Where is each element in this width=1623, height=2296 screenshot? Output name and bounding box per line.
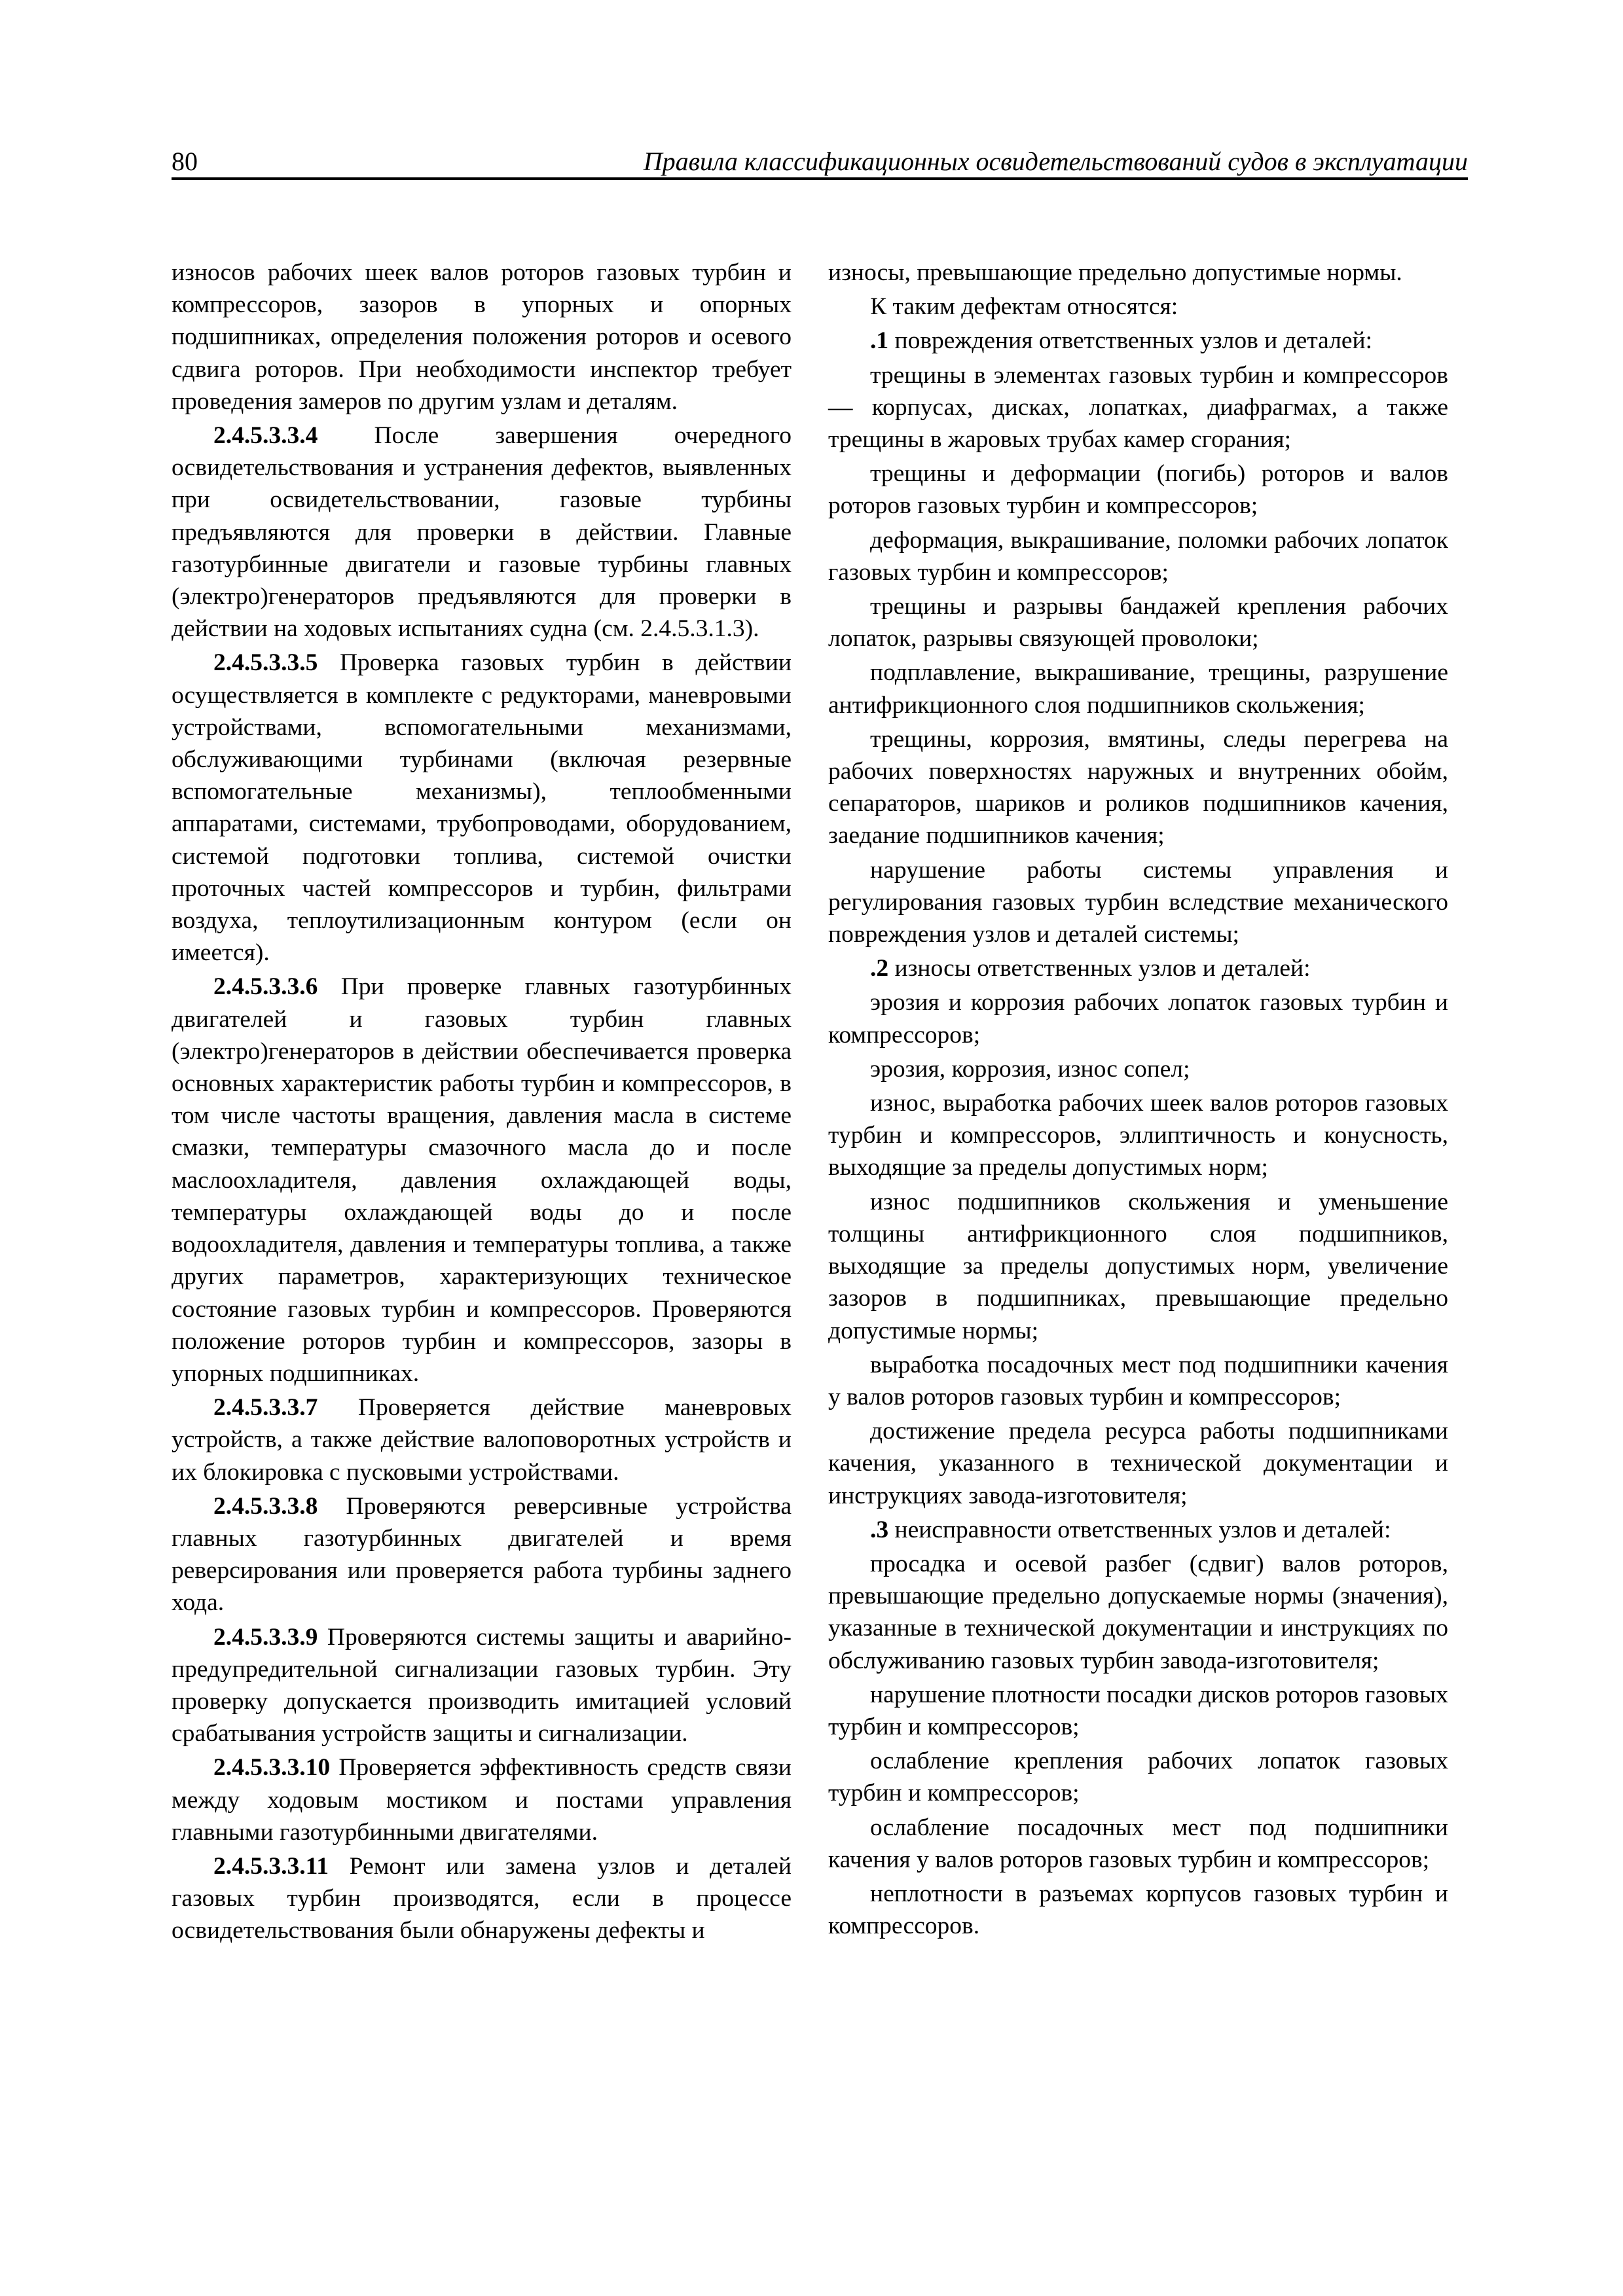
paragraph-text: нарушение плотности посадки дисков роторов газовых турбин и компрессоров; xyxy=(828,1681,1448,1740)
clause-number: 2.4.5.3.3.8 xyxy=(213,1492,318,1520)
paragraph xyxy=(172,1621,792,1750)
paragraph xyxy=(828,1053,1448,1085)
clause-number: 2.4.5.3.3.6 xyxy=(213,973,318,1001)
paragraph-text: После завершения очередного освидетельствования и устранения дефектов, выявленных при освидетельствовании, газовые турбины предъявляются для проверки в действии. Главные газотурбинные двигатели и газовые турбины главных (электро)генераторов предъявляются для проверки в действии на ходовых испытаниях судна (см. 2.4.5.3.1.3). xyxy=(172,422,792,643)
paragraph xyxy=(172,1391,792,1488)
clause-number: 2.4.5.3.3.4 xyxy=(213,422,318,450)
paragraph-text: неисправности ответственных узлов и деталей: xyxy=(888,1516,1391,1543)
paragraph xyxy=(828,1186,1448,1347)
paragraph xyxy=(828,590,1448,655)
paragraph-text: трещины и деформации (погибь) роторов и валов роторов газовых турбин и компрессоров; xyxy=(828,460,1448,520)
paragraph xyxy=(828,1349,1448,1413)
paragraph-text: трещины, коррозия, вмятины, следы перегрева на рабочих поверхностях наружных и внутренних обойм, сепараторов, шариков и роликов подшипников качения, заедание подшипников качения; xyxy=(828,725,1448,850)
page-header xyxy=(172,145,1468,179)
paragraph-text: выработка посадочных мест под подшипники качения у валов роторов газовых турбин и компрессоров; xyxy=(828,1351,1448,1410)
paragraph xyxy=(828,1679,1448,1743)
paragraph-text: ослабление крепления рабочих лопаток газовых турбин и компрессоров; xyxy=(828,1748,1448,1807)
paragraph-text: эрозия и коррозия рабочих лопаток газовых турбин и компрессоров; xyxy=(828,989,1448,1049)
paragraph-text: Проверка газовых турбин в действии осуществляется в комплекте с редукторами, маневровыми устройствами, вспомогательными механизмами, обслуживающими турбинами (включая резервные вспомогательные механизмы), теплообменными аппаратами, системами, трубопроводами, оборудованием, системой подготовки топлива, системой очистки проточных частей компрессоров и турбин, фильтрами воздуха, теплоутилизационным контуром (если он имеется). xyxy=(172,649,792,967)
paragraph-text: Проверяются системы защиты и аварийно-предупредительной сигнализации газовых турбин. Эту проверку допускается производить имитацией условий срабатывания устройств защиты и сигнализации. xyxy=(172,1623,792,1748)
paragraph xyxy=(828,524,1448,588)
paragraph-text: Проверяются реверсивные устройства главных газотурбинных двигателей и время реверсирования или проверяется работа турбины заднего хода. xyxy=(172,1492,792,1617)
paragraph xyxy=(828,723,1448,852)
paragraph xyxy=(172,257,792,418)
left-column xyxy=(172,257,792,1949)
right-column xyxy=(828,257,1448,1944)
clause-number: 2.4.5.3.3.10 xyxy=(213,1754,331,1782)
paragraph xyxy=(828,854,1448,951)
paragraph xyxy=(828,1878,1448,1942)
paragraph-text: трещины и разрывы бандажей крепления рабочих лопаток, разрывы связующей проволоки; xyxy=(828,593,1448,653)
paragraph-text: износ подшипников скольжения и уменьшение толщины антифрикционного слоя подшипников, выходящие за пределы допустимых норм, увеличение зазоров в подшипниках, превышающие предельно допустимые нормы; xyxy=(828,1188,1448,1344)
paragraph-text: Ремонт или замена узлов и деталей газовых турбин производятся, если в процессе освидетельствования были обнаружены дефекты и xyxy=(172,1852,792,1945)
paragraph xyxy=(172,420,792,645)
paragraph xyxy=(828,1087,1448,1184)
paragraph xyxy=(828,457,1448,522)
clause-number: 2.4.5.3.3.9 xyxy=(213,1623,318,1651)
paragraph-text: достижение предела ресурса работы подшипниками качения, указанного в технической документации и инструкциях завода-изготовителя; xyxy=(828,1418,1448,1509)
clause-number: .1 xyxy=(870,327,889,355)
paragraph-text: эрозия, коррозия, износ сопел; xyxy=(870,1055,1190,1083)
paragraph xyxy=(828,1514,1448,1546)
paragraph-text: неплотности в разъемах корпусов газовых турбин и компрессоров. xyxy=(828,1880,1448,1940)
paragraph xyxy=(828,291,1448,323)
running-title: Правила классификационных освидетельствований судов в эксплуатации xyxy=(643,147,1468,176)
paragraph-text: износ, выработка рабочих шеек валов роторов газовых турбин и компрессоров, эллиптичность и конусность, выходящие за пределы допустимых норм; xyxy=(828,1090,1448,1181)
paragraph xyxy=(828,1548,1448,1677)
paragraph-text: износы, превышающие предельно допустимые нормы. xyxy=(828,259,1402,286)
page-number: 80 xyxy=(172,147,198,176)
paragraph xyxy=(172,971,792,1390)
paragraph xyxy=(828,952,1448,984)
paragraph-text: Проверяется эффективность средств связи между ходовым мостиком и постами управления главными газотурбинными двигателями. xyxy=(172,1754,792,1846)
paragraph-text: При проверке главных газотурбинных двигателей и газовых турбин главных (электро)генераторов в действии обеспечивается проверка основных характеристик работы турбин и компрессоров, в том числе частоты вращения, давления масла в системе смазки, температуры смазочного масла до и после маслоохладителя, давления охлаждающей воды, температуры охлаждающей воды до и после водоохладителя, давления и температуры топлива, а также других параметров, характеризующих техническое состояние газовых турбин и компрессоров. Проверяются положение роторов турбин и компрессоров, зазоры в упорных подшипниках. xyxy=(172,973,792,1387)
paragraph xyxy=(828,1745,1448,1809)
paragraph-text: К таким дефектам относятся: xyxy=(870,293,1178,321)
header-rule xyxy=(172,177,1468,180)
paragraph-text: Проверяется действие маневровых устройств, а также действие валоповоротных устройств и их блокировка с пусковыми устройствами. xyxy=(172,1394,792,1486)
paragraph-text: повреждения ответственных узлов и деталей: xyxy=(888,327,1372,355)
paragraph-text: подплавление, выкрашивание, трещины, разрушение антифрикционного слоя подшипников скольжения; xyxy=(828,659,1448,719)
paragraph-text: ослабление посадочных мест под подшипники качения у валов роторов газовых турбин и компрессоров; xyxy=(828,1814,1448,1873)
paragraph xyxy=(828,1415,1448,1512)
paragraph xyxy=(172,1850,792,1947)
paragraph-text: износов рабочих шеек валов роторов газовых турбин и компрессоров, зазоров в упорных и опорных подшипниках, определения положения роторов и осевого сдвига роторов. При необходимости инспектор требует проведения замеров по другим узлам и деталям. xyxy=(172,259,792,415)
paragraph xyxy=(172,647,792,969)
paragraph-text: деформация, выкрашивание, поломки рабочих лопаток газовых турбин и компрессоров; xyxy=(828,526,1448,586)
paragraph xyxy=(828,656,1448,721)
clause-number: .3 xyxy=(870,1516,889,1543)
paragraph-text: просадка и осевой разбег (сдвиг) валов роторов, превышающие предельно допускаемые нормы (значения), указанные в технической документации и инструкциях по обслуживанию газовых турбин завода-изготовителя; xyxy=(828,1550,1448,1674)
paragraph-text: нарушение работы системы управления и регулирования газовых турбин вследствие механического повреждения узлов и деталей системы; xyxy=(828,856,1448,948)
paragraph xyxy=(828,986,1448,1050)
clause-number: 2.4.5.3.3.5 xyxy=(213,649,318,677)
paragraph xyxy=(172,1751,792,1848)
paragraph xyxy=(172,1490,792,1619)
paragraph xyxy=(828,325,1448,357)
clause-number: 2.4.5.3.3.11 xyxy=(213,1852,329,1880)
clause-number: 2.4.5.3.3.7 xyxy=(213,1394,318,1422)
clause-number: .2 xyxy=(870,955,889,982)
paragraph xyxy=(828,359,1448,456)
paragraph xyxy=(828,1812,1448,1876)
paragraph-text: износы ответственных узлов и деталей: xyxy=(888,955,1311,982)
paragraph xyxy=(828,257,1448,289)
paragraph-text: трещины в элементах газовых турбин и компрессоров — корпусах, дисках, лопатках, диафрагмах, а также трещины в жаровых трубах камер сгорания; xyxy=(828,361,1448,454)
